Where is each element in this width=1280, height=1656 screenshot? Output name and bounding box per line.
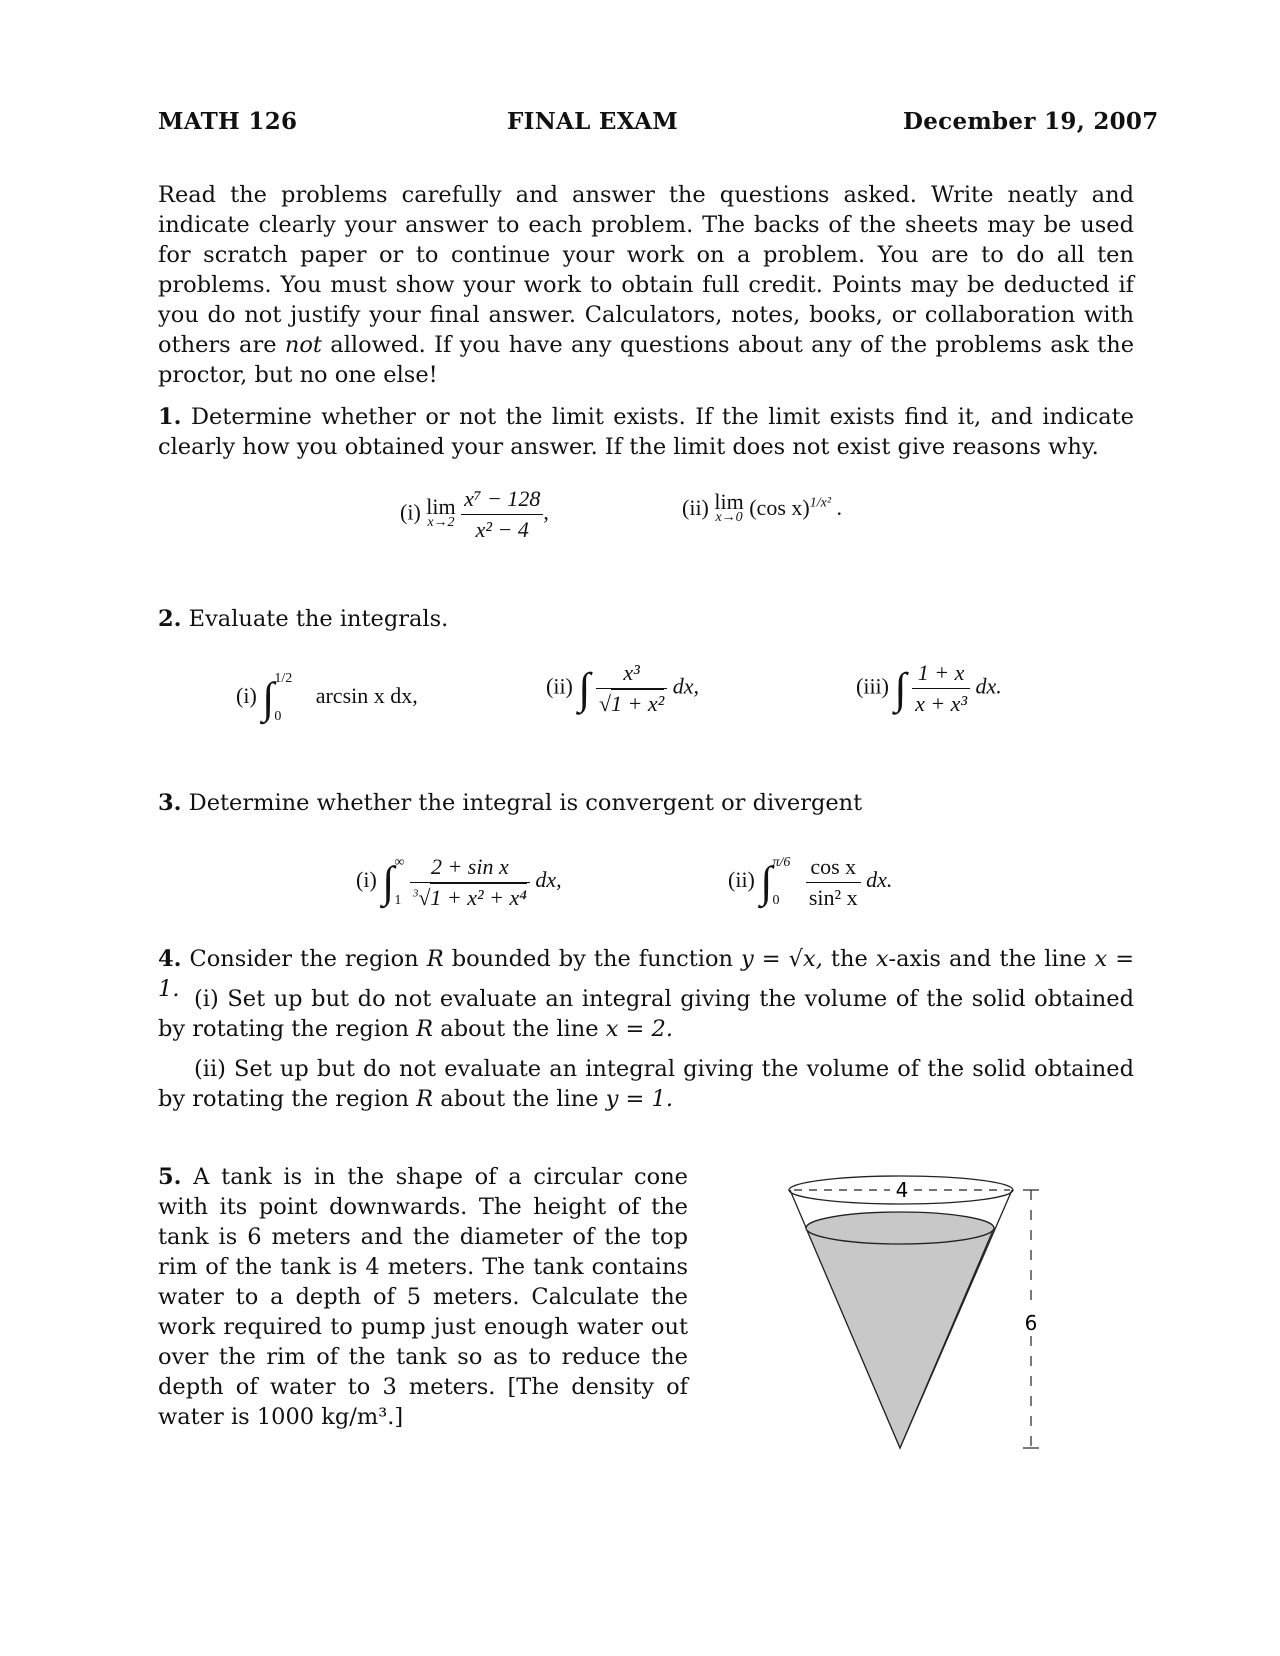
problem-5 xyxy=(158,1162,688,1432)
p1-i-fraction: $\frac{\text{x⁷ − 128}}{\text{x² − 4}}$ xyxy=(461,486,543,543)
integral-sign-icon: ∫ xyxy=(760,857,773,907)
region-symbol: R xyxy=(426,946,444,972)
problem-4-part-i: (i) Set up but do not evaluate an integral giving the volume of the solid obtained by rotating the region R about the line x = 2. xyxy=(158,986,1134,1042)
problem-3-number: 3. xyxy=(158,790,182,816)
problem-2 xyxy=(158,604,1134,634)
water-surface xyxy=(806,1212,994,1244)
problem-3 xyxy=(158,788,1134,818)
height-label: 6 xyxy=(1024,1311,1038,1335)
p2-ii-fraction: $\frac{\text{x³}}{\text{√1 + x²}}$ xyxy=(596,660,667,717)
problem-4-part-ii: (ii) Set up but do not evaluate an integral giving the volume of the solid obtained by rotating the region R about the line y = 1. xyxy=(158,1056,1134,1112)
course-code: MATH 126 xyxy=(158,108,298,135)
exam-title: FINAL EXAM xyxy=(507,108,678,135)
problem-1-number: 1. xyxy=(158,404,182,430)
p2-i-integrand: arcsin x dx, xyxy=(315,683,418,709)
problem-5-text: A tank is in the shape of a circular cone with its point downwards. The height of the tank is 6 meters and the diameter of the top rim of the tank is 4 meters. The tank contains water to a depth of 5 meters. Calculate the work required to pump just enough water out over the rim of the tank so as to reduce the depth of water to 3 meters. [The density of water is 1000 kg/m³.] xyxy=(158,1164,688,1430)
water-region xyxy=(806,1228,994,1448)
problem-1-part-ii: (ii) lim x→0 (cos x)$^{1/x^2}$ . xyxy=(682,489,843,525)
p1-ii-expression: (cos x) xyxy=(749,495,810,521)
problem-2-number: 2. xyxy=(158,606,182,632)
boundary-line: x = 1. xyxy=(158,946,1135,1002)
problem-1 xyxy=(158,402,1134,462)
diameter-label: 4 xyxy=(895,1178,909,1202)
problem-3-part-i: (i) ∫ ∞ 1 $\frac{\text{2 + sin x}}{^3√1 + x^2 + x^4}$ dx, xyxy=(356,853,562,910)
integral-sign-icon: ∫ xyxy=(578,664,591,713)
problem-2-part-i: (i) ∫ 1/2 0 arcsin x dx, xyxy=(236,671,418,724)
p1-i-label: (i) xyxy=(400,499,421,525)
integral-sign-icon: ∫ xyxy=(382,857,395,907)
problem-4: 4. Consider the region R bounded by the function y = √x, the x-axis and the line x = 1. xyxy=(158,946,1135,1002)
instructions xyxy=(158,180,1134,390)
integral-sign-icon: ∫ xyxy=(262,673,275,723)
problem-5-number: 5. xyxy=(158,1164,182,1190)
problem-2-text: Evaluate the integrals. xyxy=(188,606,449,632)
p3-ii-fraction: $\frac{\text{cos x}}{\text{sin² x}}$ xyxy=(806,854,861,911)
problem-4-number: 4. xyxy=(158,946,182,972)
exam-date: December 19, 2007 xyxy=(903,108,1159,135)
problem-3-part-ii: (ii) ∫ π/6 0 $\frac{\text{cos x}}{\text{sin² x}}$ dx. xyxy=(728,853,893,910)
cone-tank-figure xyxy=(780,1160,1080,1470)
p1-i-limit: lim x→2 xyxy=(426,493,456,530)
function-expression: y = √x, xyxy=(741,946,823,972)
p1-ii-limit: lim x→0 xyxy=(714,489,744,525)
p1-ii-exponent: 1/x² xyxy=(809,495,832,511)
instructions-part1: Read the problems carefully and answer the questions asked. Write neatly and indicate clearly your answer to each problem. The backs of the sheets may be used for scratch paper or to continue your work on a problem. You are to do all ten problems. You must show your work to obtain full credit. Points may be deducted if you do not justify your final answer. Calculators, notes, books, or collaboration with others are xyxy=(158,182,1134,358)
instructions-part2: allowed. If you have any questions about any of the problems ask the proctor, but no one else! xyxy=(158,332,1135,388)
problem-1-part-i: (i) lim x→2 $\frac{\text{x⁷ − 128}}{\text{x² − 4}}$ , xyxy=(400,486,549,542)
problem-3-text: Determine whether the integral is convergent or divergent xyxy=(188,790,863,816)
p2-iii-fraction: $\frac{1 + x}{\text{x + x³}}$ xyxy=(912,660,970,717)
problem-2-part-ii: (ii) ∫ $\frac{\text{x³}}{\text{√1 + x²}}$ dx, xyxy=(546,660,700,716)
problem-1-text: Determine whether or not the limit exists. If the limit exists find it, and indicate clearly how you obtained your answer. If the limit does not exist give reasons why. xyxy=(158,404,1134,460)
instructions-emphasis: not xyxy=(284,332,322,358)
p1-ii-label: (ii) xyxy=(682,495,709,521)
integral-sign-icon: ∫ xyxy=(894,664,907,713)
problem-2-part-iii: (iii) ∫ $\frac{1 + x}{\text{x + x³}}$ dx. xyxy=(856,660,1002,716)
p3-i-fraction: $\frac{\text{2 + sin x}}{^3√1 + x^2 + x^4}$ xyxy=(410,854,530,911)
